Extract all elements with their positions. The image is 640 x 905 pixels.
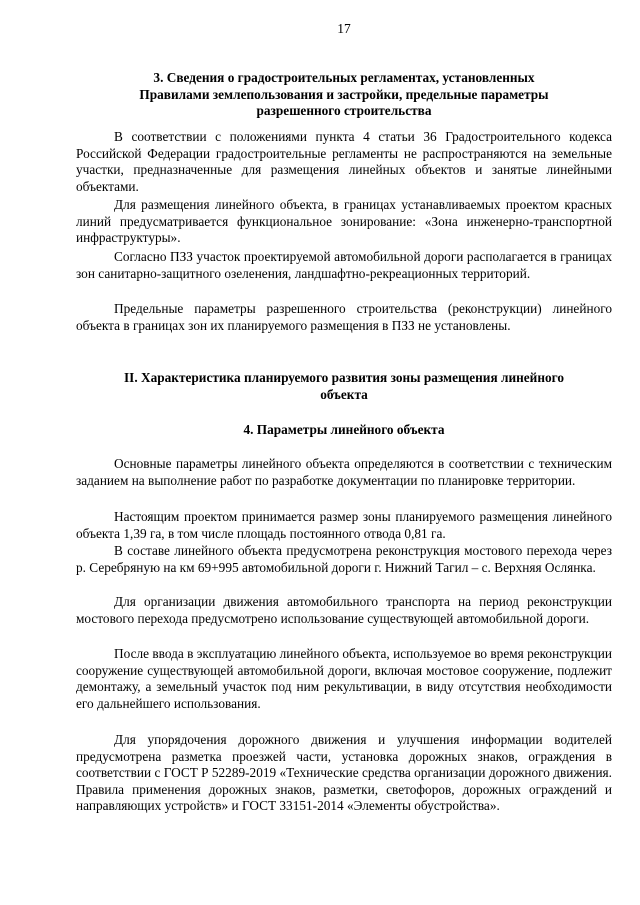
section-4-heading: 4. Параметры линейного объекта xyxy=(243,422,445,437)
section-3-heading-line: Правилами землепользования и застройки, предельные параметры xyxy=(139,86,549,102)
page-number: 17 xyxy=(337,21,351,36)
section-4-paragraph-5: После ввода в эксплуатацию линейного объекта, используемое во время реконструкции сооружение существующей автомобильной дороги, включая мостовое сооружение, подлежит демонтажу, а земельный участок под ним рекультивации, в виду отсутствия необходимости его дальнейшего использования. xyxy=(76,646,612,711)
section-4-paragraph-4: Для организации движения автомобильного транспорта на период реконструкции мостового перехода предусмотрено использование существующей автомобильной дороги. xyxy=(76,594,612,626)
document-page xyxy=(76,0,612,905)
section-3-paragraph-3: Согласно ПЗЗ участок проектируемой автомобильной дороги располагается в границах зон санитарно-защитного озеленения, ландшафтно-рекреационных территорий. xyxy=(76,249,612,281)
section-4-paragraph-2: Настоящим проектом принимается размер зоны планируемого размещения линейного объекта 1,39 га, в том числе площадь постоянного отвода 0,81 га. xyxy=(76,509,612,541)
section-3-paragraph-4: Предельные параметры разрешенного строительства (реконструкции) линейного объекта в границах зон их планируемого размещения в ПЗЗ не установлены. xyxy=(76,301,612,333)
part-2-heading xyxy=(76,370,612,403)
section-3-heading-line: разрешенного строительства xyxy=(256,103,432,119)
section-3-heading-line: 3. Сведения о градостроительных регламентах, установленных xyxy=(153,70,535,85)
section-4-paragraph-3: В составе линейного объекта предусмотрена реконструкция мостового перехода через р. Серебряную на км 69+995 автомобильной дороги г. Нижний Тагил – с. Верхняя Ослянка. xyxy=(76,543,612,575)
section-4-paragraph-1: Основные параметры линейного объекта определяются в соответствии с техническим заданием на выполнение работ по разработке документации по планировке территории. xyxy=(76,456,612,488)
section-3-paragraph-2: Для размещения линейного объекта, в границах устанавливаемых проектом красных линий предусматривается функциональное зонирование: «Зона инженерно-транспортной инфраструктуры». xyxy=(76,197,612,246)
part-2-heading-line: II. Характеристика планируемого развития зоны размещения линейного xyxy=(124,370,564,385)
part-2-heading-line: объекта xyxy=(320,386,368,402)
section-3-heading xyxy=(76,70,612,120)
section-4-paragraph-6: Для упорядочения дорожного движения и улучшения информации водителей предусмотрена разметка проезжей части, установка дорожных знаков, ограждения в соответствии с ГОСТ Р 52289-2019 «Технические средства организации дорожного движения. Правила применения дорожных знаков, разметки, светофоров, дорожных ограждений и направляющих устройств» и ГОСТ 33151-2014 «Элементы обустройства». xyxy=(76,732,612,814)
section-3-paragraph-1: В соответствии с положениями пункта 4 статьи 36 Градостроительного кодекса Российской Федерации градостроительные регламенты не распространяются на земельные участки, предназначенные для размещения линейных объектов и занятые линейными объектами. xyxy=(76,129,612,194)
